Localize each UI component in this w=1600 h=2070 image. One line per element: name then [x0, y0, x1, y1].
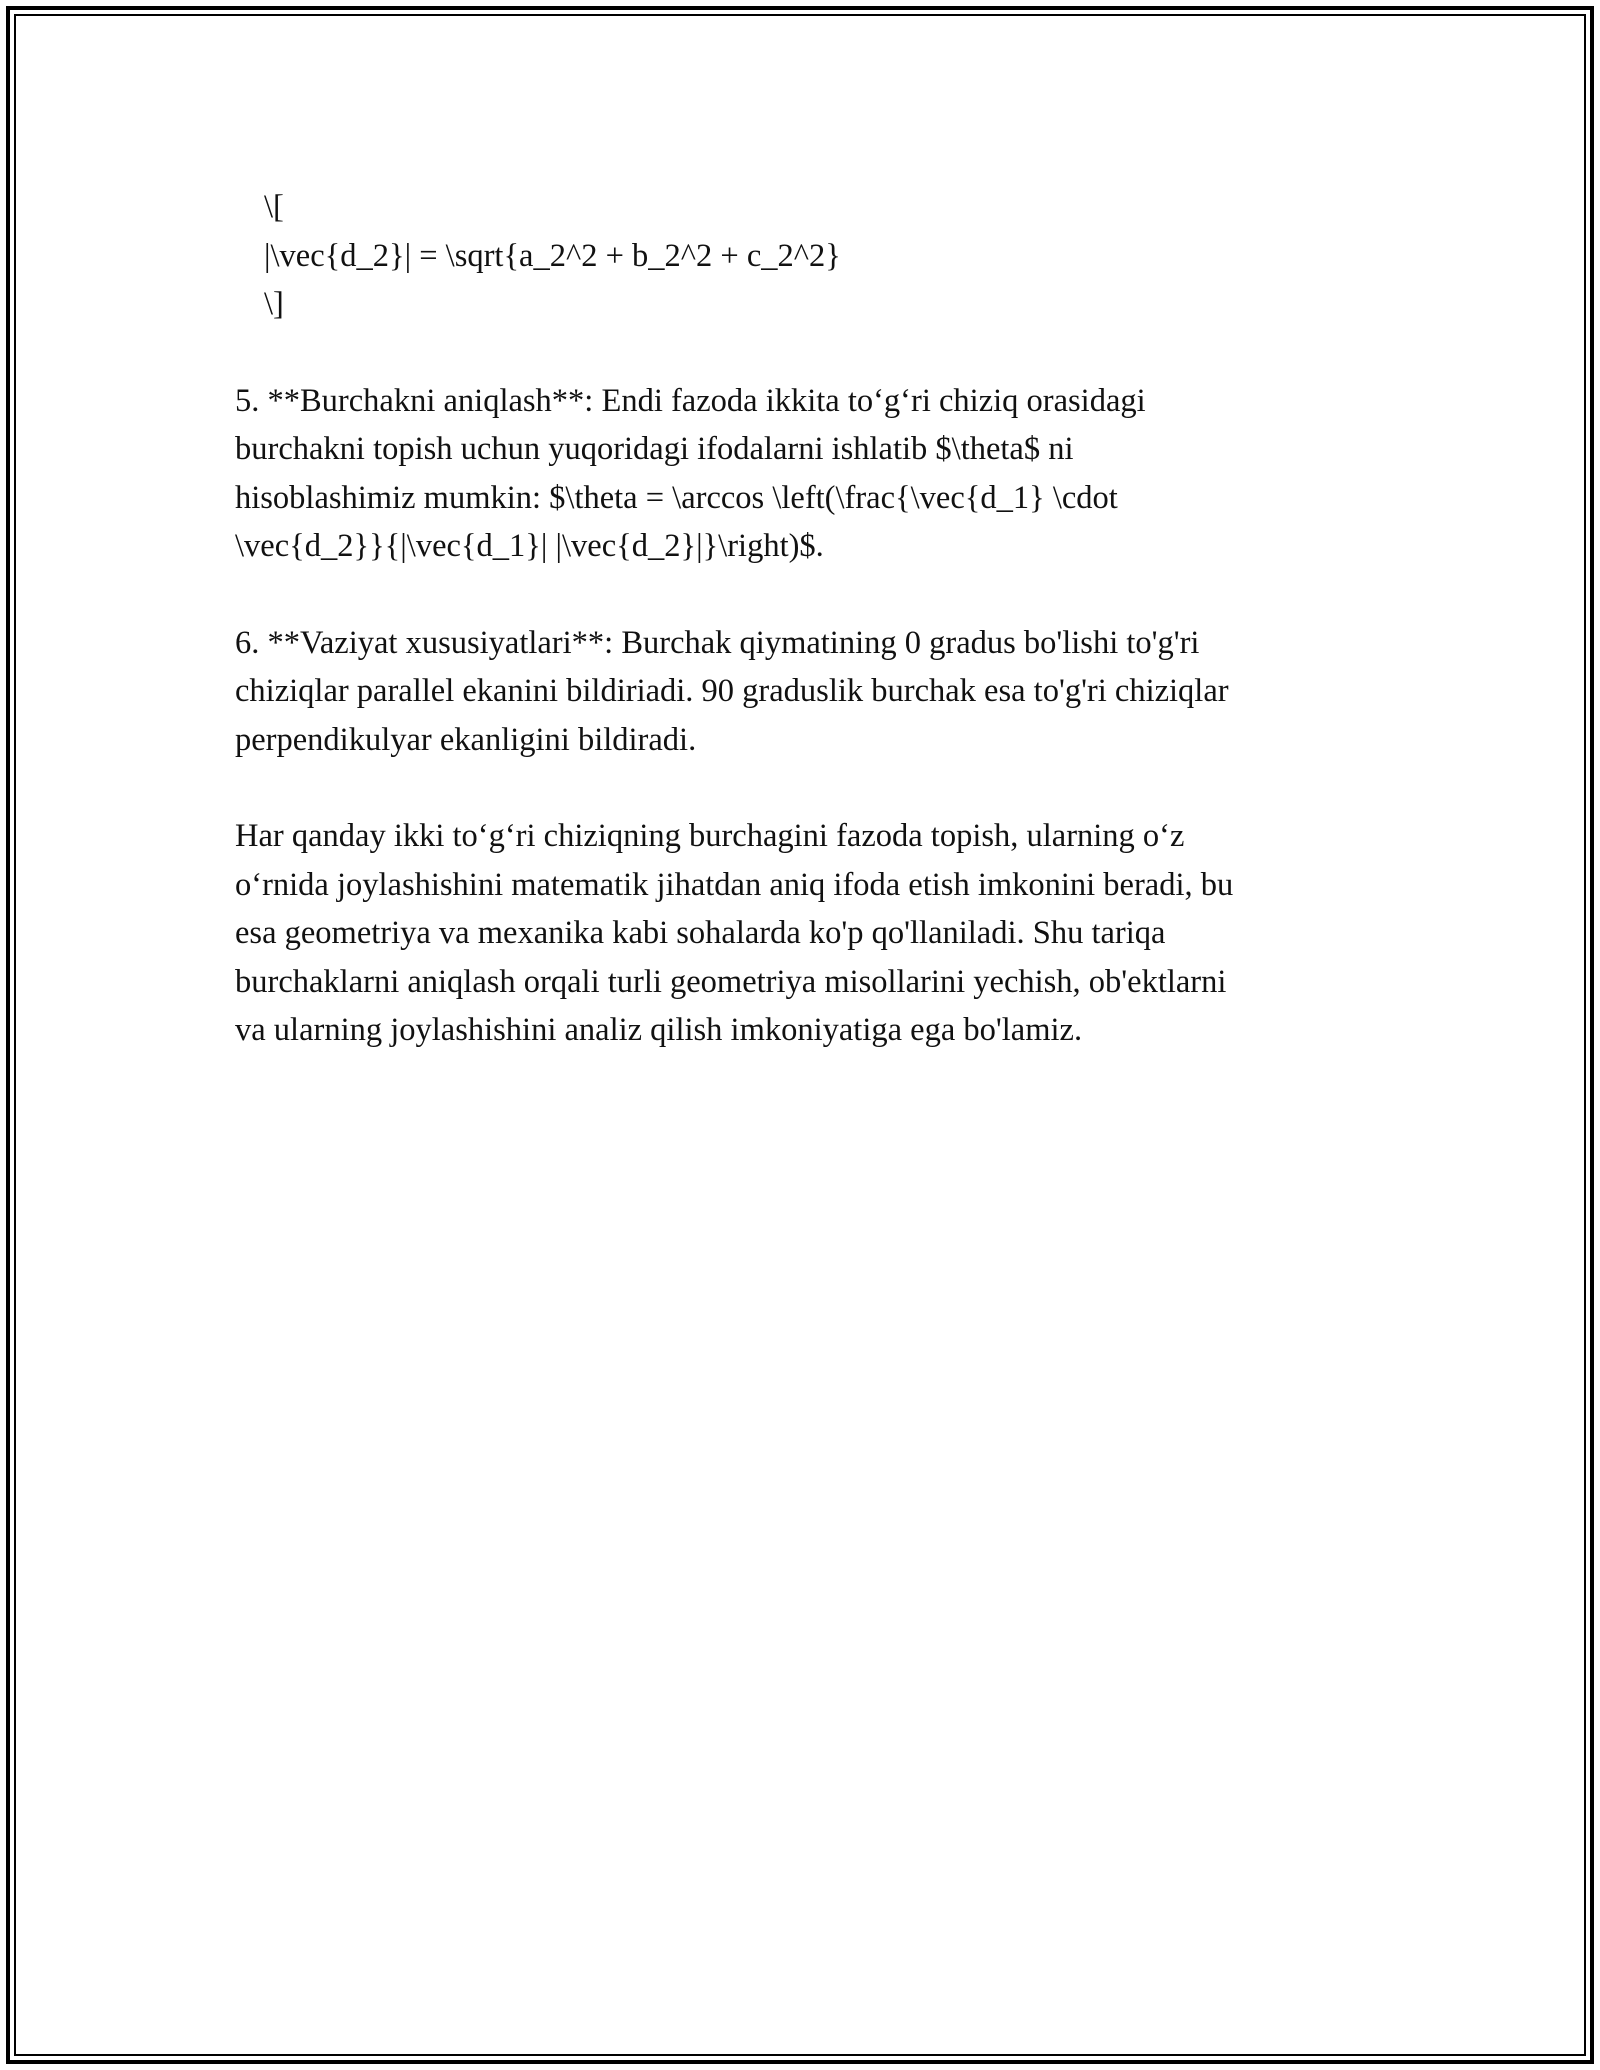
document-body [235, 183, 1385, 1055]
text-line: hisoblashimiz mumkin: $\theta = \arccos \left(\frac{\vec{d_1} \cdot [235, 479, 1118, 516]
formula-open: \[ [264, 189, 284, 225]
text-line: \vec{d_2}}{|\vec{d_1}| |\vec{d_2}|}\right)$. [235, 528, 824, 564]
text-line: esa geometriya va mexanika kabi sohalarda ko'p qo'llaniladi. Shu tariqa [235, 915, 1166, 951]
paragraph-step-6 [235, 619, 1385, 765]
text-line: 5. **Burchakni aniqlash**: Endi fazoda ikkita to‘g‘ri chiziq orasidagi [235, 382, 1146, 419]
formula-body: |\vec{d_2}| = \sqrt{a_2^2 + b_2^2 + c_2^2} [264, 237, 841, 274]
display-formula [235, 183, 1385, 329]
text-line: burchakni topish uchun yuqoridagi ifodalarni ishlatib $\theta$ ni [235, 431, 1074, 467]
paragraph-step-5 [235, 377, 1385, 571]
text-line: va ularning joylashishini analiz qilish imkoniyatiga ega bo'lamiz. [235, 1012, 1083, 1048]
formula-close: \] [264, 286, 284, 322]
text-line: 6. **Vaziyat xususiyatlari**: Burchak qiymatining 0 gradus bo'lishi to'g'ri [235, 624, 1200, 661]
text-line: o‘rnida joylashishini matematik jihatdan aniq ifoda etish imkonini beradi, bu [235, 866, 1234, 903]
paragraph-conclusion [235, 812, 1385, 1055]
text-line: burchaklarni aniqlash orqali turli geometriya misollarini yechish, ob'ektlarni [235, 963, 1227, 1000]
text-line: perpendikulyar ekanligini bildiradi. [235, 721, 697, 758]
text-line: chiziqlar parallel ekanini bildiriadi. 90 graduslik burchak esa to'g'ri chiziqlar [235, 673, 1229, 709]
text-line: Har qanday ikki to‘g‘ri chiziqning burchagini fazoda topish, ularning o‘z [235, 818, 1185, 854]
